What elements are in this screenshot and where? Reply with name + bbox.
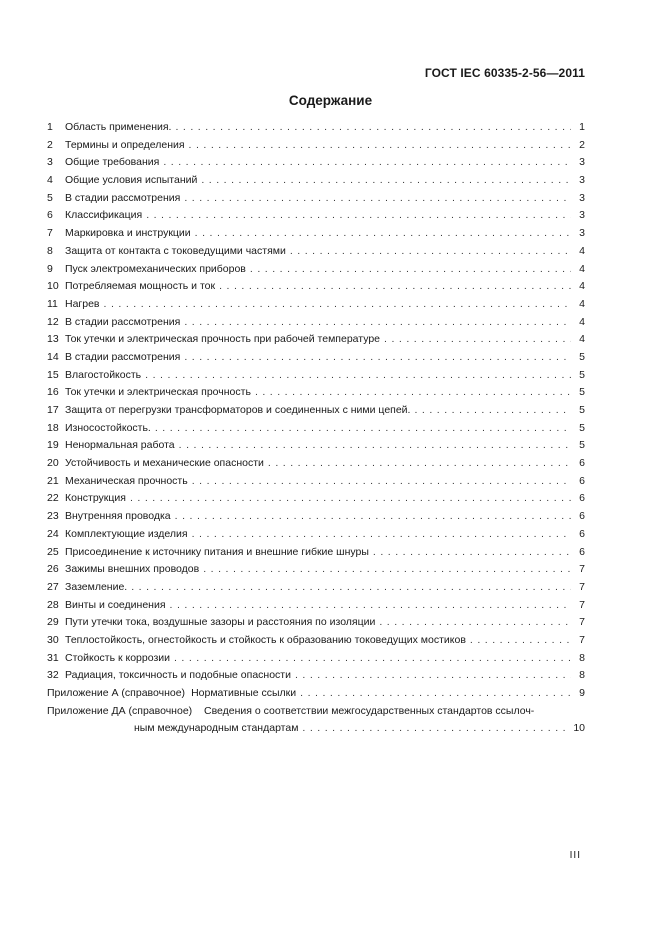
dot-leader — [268, 457, 571, 469]
dot-leader — [184, 316, 571, 328]
toc-entry-page: 4 — [579, 262, 585, 275]
toc-entry-page: 3 — [579, 191, 585, 204]
toc-entry-number: 9 — [47, 262, 53, 275]
dot-leader — [192, 475, 571, 487]
toc-entry-title: В стадии рассмотрения — [65, 315, 181, 328]
toc-entry-number: 30 — [47, 633, 59, 646]
toc-entry-number: 29 — [47, 616, 59, 629]
toc-entry-page: 4 — [579, 333, 585, 346]
toc-entry-number: 11 — [47, 297, 58, 310]
dot-leader — [300, 687, 571, 699]
toc-entry[interactable] — [47, 333, 585, 351]
toc-appendix-a[interactable] — [47, 687, 585, 705]
toc-appendix-da[interactable] — [47, 705, 585, 740]
toc-entry-title: Теплостойкость, огнестойкость и стойкость к образованию токоведущих мостиков — [65, 633, 466, 646]
toc-entry-page: 6 — [579, 474, 585, 487]
dot-leader — [414, 404, 571, 416]
toc-entry-page: 4 — [579, 297, 585, 310]
toc-entry-title: Присоединение к источнику питания и внешние гибкие шнуры — [65, 545, 369, 558]
page-number: III — [569, 850, 581, 861]
toc-entry-title: Защита от контакта с токоведущими частями — [65, 244, 286, 257]
toc-entry[interactable] — [47, 652, 585, 670]
toc-entry[interactable] — [47, 351, 585, 369]
toc-entry-title: Общие требования — [65, 156, 160, 169]
toc-entry-page: 6 — [579, 527, 585, 540]
toc-entry-page: 8 — [579, 651, 585, 664]
toc-entry-title: Устойчивость и механические опасности — [65, 457, 264, 470]
toc-entry-number: 7 — [47, 227, 53, 240]
appendix-da-text-line1: Сведения о соответствии межгосударственных стандартов ссылоч- — [204, 704, 535, 717]
toc-entry-title: Пуск электромеханических приборов — [65, 262, 246, 275]
appendix-da-page: 10 — [573, 722, 585, 735]
toc-entry-title: Комплектующие изделия — [65, 527, 188, 540]
dot-leader — [175, 510, 571, 522]
dot-leader — [174, 652, 571, 664]
toc-entry-page: 3 — [579, 209, 585, 222]
dot-leader — [179, 439, 571, 451]
toc-entry-number: 3 — [47, 156, 53, 169]
dot-leader — [195, 227, 571, 239]
toc-entry-number: 28 — [47, 598, 59, 611]
toc-entry-number: 31 — [47, 651, 59, 664]
toc-entry-number: 12 — [47, 315, 59, 328]
toc-entry-title: Пути утечки тока, воздушные зазоры и расстояния по изоляции — [65, 616, 376, 629]
toc-entry[interactable] — [47, 227, 585, 245]
toc-entry-page: 4 — [579, 244, 585, 257]
toc-entry-page: 5 — [579, 439, 585, 452]
toc-entry[interactable] — [47, 457, 585, 475]
toc-entry-number: 4 — [47, 174, 53, 187]
table-of-contents — [47, 121, 585, 740]
toc-entry-number: 19 — [47, 439, 59, 452]
dot-leader — [192, 528, 571, 540]
appendix-a-page: 9 — [579, 687, 585, 699]
document-code: ГОСТ IEC 60335-2-56—2011 — [424, 66, 585, 80]
toc-entry-page: 7 — [579, 616, 585, 629]
toc-entry-title: Механическая прочность — [65, 474, 188, 487]
toc-entry[interactable] — [47, 510, 585, 528]
toc-entry-title: Заземление. — [65, 580, 128, 593]
toc-entry-number: 13 — [47, 333, 59, 346]
toc-entry[interactable] — [47, 404, 585, 422]
toc-entry-number: 16 — [47, 386, 59, 399]
dot-leader — [145, 369, 571, 381]
toc-entry-number: 20 — [47, 457, 59, 470]
toc-entry-page: 7 — [579, 633, 585, 646]
toc-entry[interactable] — [47, 156, 585, 174]
toc-entry-page: 5 — [579, 368, 585, 381]
toc-entry-page: 5 — [579, 421, 585, 434]
toc-entry[interactable] — [47, 263, 585, 281]
toc-entry[interactable] — [47, 174, 585, 192]
toc-entry-page: 4 — [579, 315, 585, 328]
toc-entry[interactable] — [47, 139, 585, 157]
toc-entry[interactable] — [47, 599, 585, 617]
toc-entry-number: 25 — [47, 545, 59, 558]
toc-entry-number: 5 — [47, 191, 53, 204]
toc-entry-number: 17 — [47, 404, 59, 416]
toc-entry-number: 1 — [47, 121, 53, 133]
dot-leader — [470, 634, 571, 646]
toc-entry-title: В стадии рассмотрения — [65, 191, 181, 204]
toc-entry-title: Износостойкость. — [65, 421, 151, 434]
toc-entry[interactable] — [47, 563, 585, 581]
toc-entry-page: 4 — [579, 280, 585, 293]
toc-entry-number: 18 — [47, 421, 59, 434]
toc-entry-title: Влагостойкость — [65, 368, 142, 381]
toc-entry-title: Конструкция — [65, 492, 126, 505]
toc-entry-number: 24 — [47, 527, 59, 540]
toc-entry-page: 2 — [579, 138, 585, 151]
dot-leader — [184, 351, 571, 363]
toc-entry-page: 3 — [579, 227, 585, 240]
toc-entry-number: 23 — [47, 510, 59, 523]
toc-entry-number: 10 — [47, 280, 59, 293]
appendix-da-line1 — [47, 705, 585, 723]
toc-entry-page: 5 — [579, 404, 585, 416]
toc-title: Содержание — [288, 93, 373, 108]
toc-entry-number: 2 — [47, 138, 53, 151]
toc-entry-number: 21 — [47, 474, 59, 487]
toc-entry-title: Нагрев — [65, 297, 100, 310]
dot-leader — [155, 422, 571, 434]
dot-leader — [201, 174, 571, 186]
dot-leader — [189, 139, 571, 151]
toc-entry-number: 15 — [47, 368, 59, 381]
appendix-a-text: Нормативные ссылки — [191, 687, 297, 699]
toc-entry[interactable] — [47, 546, 585, 564]
toc-entry-page: 7 — [579, 580, 585, 593]
toc-entry-title: В стадии рассмотрения — [65, 350, 181, 363]
dot-leader — [175, 121, 571, 133]
dot-leader — [130, 492, 571, 504]
appendix-da-line2 — [47, 722, 585, 740]
dot-leader — [184, 192, 571, 204]
toc-entry[interactable] — [47, 528, 585, 546]
dot-leader — [170, 599, 571, 611]
toc-entry[interactable] — [47, 369, 585, 387]
toc-entry-number: 32 — [47, 669, 59, 682]
dot-leader — [290, 245, 571, 257]
toc-entry[interactable] — [47, 422, 585, 440]
toc-entry-page: 7 — [579, 598, 585, 611]
toc-entry-number: 22 — [47, 492, 59, 505]
toc-entry-page: 6 — [579, 457, 585, 470]
toc-entry-page: 7 — [579, 563, 585, 576]
toc-entry-title: Зажимы внешних проводов — [65, 563, 200, 576]
dot-leader — [163, 156, 571, 168]
dot-leader — [379, 616, 571, 628]
toc-entry-title: Маркировка и инструкции — [65, 227, 191, 240]
toc-entry-title: Внутренняя проводка — [65, 510, 171, 523]
appendix-da-label: Приложение ДА (справочное) — [47, 704, 193, 717]
toc-entry-title: Радиация, токсичность и подобные опасности — [65, 669, 291, 682]
toc-entry-title: Стойкость к коррозии — [65, 651, 170, 664]
toc-entry-page: 6 — [579, 492, 585, 505]
toc-entry-page: 1 — [579, 121, 585, 133]
toc-entry-number: 27 — [47, 580, 59, 593]
toc-entry-number: 26 — [47, 563, 59, 576]
appendix-a-label: Приложение А (справочное) — [47, 687, 186, 699]
dot-leader — [104, 298, 571, 310]
dot-leader — [250, 263, 571, 275]
toc-entry-title: Ток утечки и электрическая прочность при рабочей температуре — [65, 333, 381, 346]
dot-leader — [146, 209, 571, 221]
toc-entry[interactable] — [47, 316, 585, 334]
toc-entry-page: 5 — [579, 386, 585, 399]
toc-entry-title: Потребляемая мощность и ток — [65, 280, 216, 293]
toc-entry[interactable] — [47, 475, 585, 493]
toc-entry-title: Винты и соединения — [65, 598, 166, 611]
toc-entry[interactable] — [47, 634, 585, 652]
dot-leader — [203, 563, 571, 575]
toc-entry-title: Термины и определения — [65, 138, 185, 151]
dot-leader — [302, 722, 569, 734]
toc-entry[interactable] — [47, 280, 585, 298]
dot-leader — [373, 546, 571, 558]
toc-entry-title: Классификация — [65, 209, 143, 222]
toc-entry-title: Защита от перегрузки трансформаторов и соединенных с ними цепей. — [65, 404, 411, 416]
dot-leader — [255, 386, 571, 398]
toc-entry-page: 8 — [579, 669, 585, 682]
toc-entry[interactable] — [47, 209, 585, 227]
toc-entry[interactable] — [47, 298, 585, 316]
toc-entries — [47, 121, 585, 687]
dot-leader — [219, 280, 571, 292]
toc-entry-number: 6 — [47, 209, 53, 222]
toc-entry[interactable] — [47, 616, 585, 634]
toc-entry-title: Ненормальная работа — [65, 439, 175, 452]
dot-leader — [384, 333, 571, 345]
dot-leader — [295, 669, 571, 681]
toc-entry-page: 6 — [579, 510, 585, 523]
toc-entry-page: 6 — [579, 545, 585, 558]
toc-entry-number: 8 — [47, 244, 53, 257]
toc-entry[interactable] — [47, 192, 585, 210]
toc-entry-title: Область применения. — [65, 121, 172, 133]
toc-entry[interactable] — [47, 492, 585, 510]
toc-entry[interactable] — [47, 439, 585, 457]
toc-entry[interactable] — [47, 121, 585, 139]
toc-entry-number: 14 — [47, 350, 59, 363]
toc-entry-title: Общие условия испытаний — [65, 174, 198, 187]
dot-leader — [131, 581, 571, 593]
toc-entry-page: 3 — [579, 174, 585, 187]
toc-entry-title: Ток утечки и электрическая прочность — [65, 386, 251, 399]
toc-entry-page: 3 — [579, 156, 585, 169]
appendix-da-text-line2: ным международным стандартам — [134, 722, 299, 735]
toc-entry[interactable] — [47, 245, 585, 263]
toc-entry[interactable] — [47, 669, 585, 687]
toc-entry-page: 5 — [579, 350, 585, 363]
toc-entry[interactable] — [47, 581, 585, 599]
toc-entry[interactable] — [47, 386, 585, 404]
